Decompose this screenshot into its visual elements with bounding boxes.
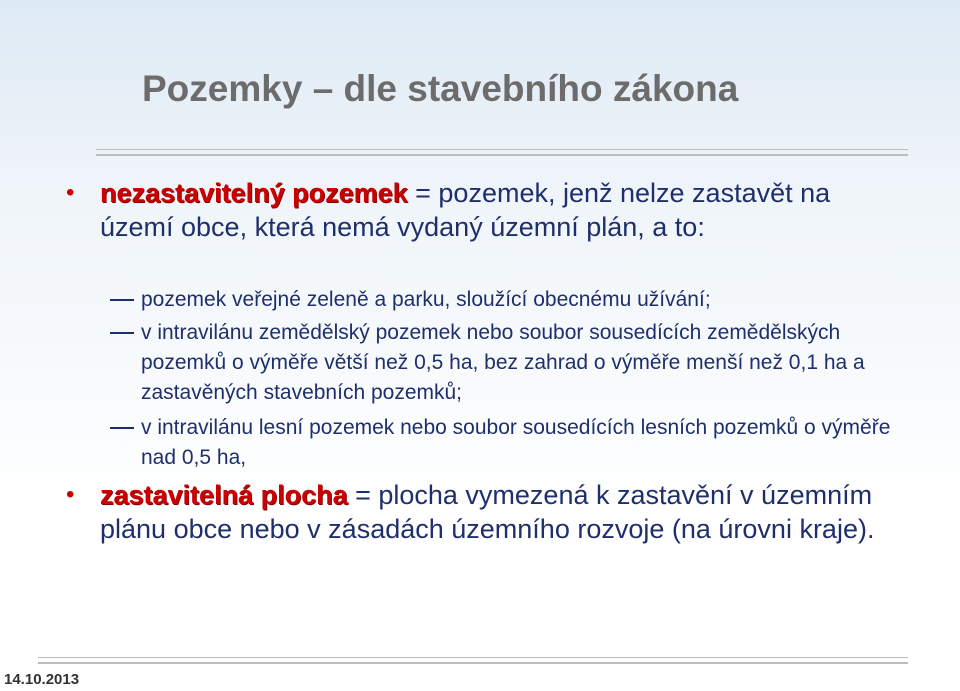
title-divider (96, 149, 908, 156)
bullet-text: = pozemek, jenž nelze zastavět na území obce, která nemá vydaný územní plán, a to: (100, 178, 831, 242)
footer-date: 14.10.2013 (4, 671, 80, 688)
bullet-text: = plocha vymezená k zastavění v územním plánu obce nebo v zásadách územního rozvoje (na úrovni kraje). (100, 480, 875, 544)
sub-item (141, 413, 921, 473)
dash-icon (110, 299, 134, 301)
dash-icon (110, 427, 134, 429)
bullet-term: zastavitelná plocha (100, 480, 348, 510)
bullet-item (66, 176, 900, 244)
bullet-icon: • (66, 179, 75, 206)
dash-icon (110, 332, 134, 334)
slide-title: Pozemky – dle stavebního zákona (142, 68, 739, 109)
bullet-item (66, 478, 900, 546)
sub-item-text: v intravilánu lesní pozemek nebo soubor sousedících lesních pozemků o výměře nad 0,5 ha, (141, 416, 891, 469)
sub-item (141, 318, 921, 408)
sub-item-text: pozemek veřejné zeleně a parku, sloužící obecnému užívání; (141, 288, 711, 311)
sub-item-text: v intravilánu zemědělský pozemek nebo soubor sousedících zemědělských pozemků o výměře větší než 0,5 ha, bez zahrad o výměře menší než 0,1 ha a zastavěných stavebních pozemků; (141, 321, 865, 404)
sub-item (141, 285, 921, 315)
bullet-term: nezastavitelný pozemek (100, 178, 408, 208)
footer-divider (38, 657, 908, 664)
bullet-icon: • (66, 481, 75, 508)
